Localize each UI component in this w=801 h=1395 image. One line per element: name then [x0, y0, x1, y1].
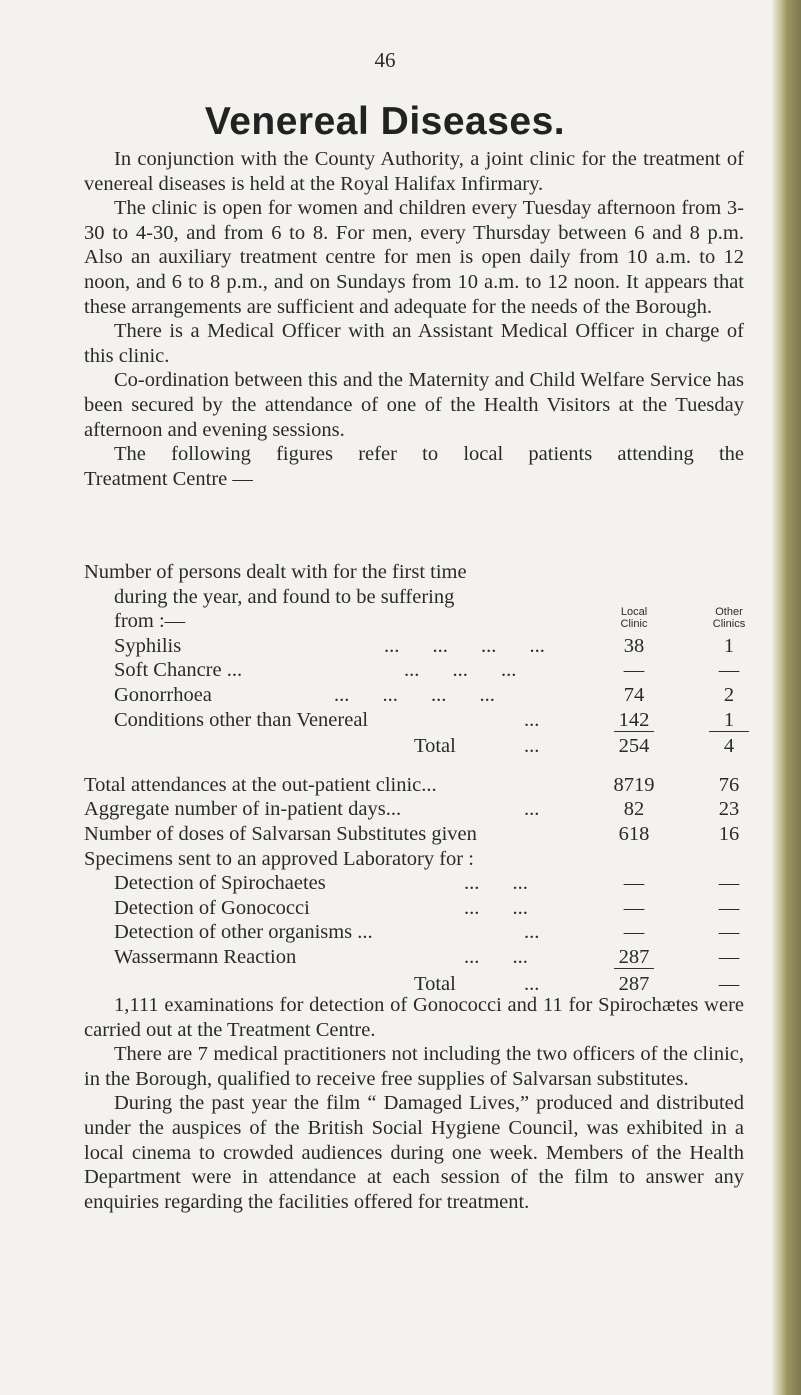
- col-header-other: [699, 606, 759, 630]
- row-label: Total attendances at the out-patient clinic...: [84, 773, 437, 796]
- paragraph: There is a Medical Officer with an Assistant Medical Officer in charge of this clinic.: [84, 320, 744, 367]
- other-value: —: [718, 945, 740, 968]
- table-row: [84, 797, 744, 822]
- paragraph: In conjunction with the County Authority, a joint clinic for the treatment of venereal diseases is held at the Royal Halifax Infirmary.: [84, 148, 744, 195]
- page-edge-shadow: [771, 0, 801, 1395]
- leader-dots: ...: [524, 798, 540, 821]
- other-value: —: [718, 659, 740, 682]
- row-label: Aggregate number of in-patient days...: [84, 798, 402, 821]
- col-header-other-line1: Other: [715, 606, 743, 619]
- leader-dots: ... ... ... ...: [384, 634, 545, 657]
- total-label: Total: [414, 972, 456, 995]
- total-label: Total: [414, 735, 456, 758]
- leader-dots: ...: [524, 735, 540, 758]
- table-row: [84, 896, 744, 921]
- row-label: Soft Chancre ...: [114, 659, 243, 682]
- paragraph: Co-ordination between this and the Maternity and Child Welfare Service has been secured by the attendance of one of the Health Visitors at the Tuesday afternoon and evening sessions.: [84, 369, 744, 441]
- other-value: 76: [718, 773, 740, 796]
- col-header-local-line2: Clinic: [620, 618, 648, 631]
- persons-intro-line: from :—: [114, 610, 186, 633]
- col-header-local-line1: Local: [620, 606, 648, 619]
- persons-intro-line: during the year, and found to be suffering: [114, 585, 455, 608]
- table-total-row: [84, 734, 744, 759]
- row-label: Syphilis: [114, 634, 182, 657]
- page-number: 46: [374, 48, 396, 72]
- underline-rule: [709, 731, 749, 732]
- underline-rule: [614, 731, 654, 732]
- table-row: [84, 658, 744, 683]
- table-row: [84, 920, 744, 945]
- underline-rule: [614, 968, 654, 969]
- intro-line: The following figures refer to local patients attending the: [114, 443, 744, 466]
- paragraph: The clinic is open for women and children every Tuesday afternoon from 3-30 to 4-30, and from 6 to 8. For men, every Thursday between 6 and 8 p.m. Also an auxiliary treatment centre for men is open daily from 10 a.m. to 12 noon, and 6 to 8 p.m., and on Sundays from 10 a.m. to 12 noon. It appears that these arrangements are sufficient and adequate for the needs of the Borough.: [84, 197, 744, 318]
- leader-dots: ...: [524, 708, 540, 731]
- other-value: 1: [723, 708, 735, 731]
- local-total: 287: [618, 972, 650, 995]
- leader-dots: ... ...: [464, 896, 528, 919]
- table-row: [84, 822, 744, 847]
- leader-dots: ...: [524, 921, 540, 944]
- body-text-top: [84, 147, 744, 491]
- local-value: 618: [618, 822, 650, 845]
- local-value: 82: [623, 798, 645, 821]
- other-value: 23: [718, 798, 740, 821]
- row-label: Wassermann Reaction: [114, 945, 297, 968]
- leader-dots: ... ...: [464, 945, 528, 968]
- local-value: —: [623, 896, 645, 919]
- local-total: 254: [618, 735, 650, 758]
- col-header-other-line2: Clinics: [712, 618, 746, 631]
- local-value: —: [623, 872, 645, 895]
- intro-line: Treatment Centre —: [84, 467, 253, 490]
- other-total: 4: [723, 735, 735, 758]
- local-value: 142: [618, 708, 650, 731]
- table-row: [84, 708, 744, 733]
- col-header-local: [604, 606, 664, 630]
- specimens-label: Specimens sent to an approved Laboratory for :: [84, 847, 474, 870]
- leader-dots: ... ... ...: [404, 659, 517, 682]
- local-value: —: [623, 659, 645, 682]
- row-label: Detection of other organisms ...: [114, 921, 373, 944]
- other-value: —: [718, 921, 740, 944]
- other-value: —: [718, 896, 740, 919]
- local-value: 38: [623, 634, 645, 657]
- local-value: 287: [618, 945, 650, 968]
- leader-dots: ... ...: [464, 872, 528, 895]
- local-value: —: [623, 921, 645, 944]
- leader-dots: ...: [524, 972, 540, 995]
- row-label: Detection of Gonococci: [114, 896, 310, 919]
- row-label: Detection of Spirochaetes: [114, 872, 326, 895]
- page-title: Venereal Diseases.: [204, 100, 566, 143]
- table-row: [84, 773, 744, 798]
- local-value: 74: [623, 683, 645, 706]
- paragraph: 1,111 examinations for detection of Gonococci and 11 for Spirochætes were carried out at the Treatment Centre.: [84, 994, 744, 1041]
- row-label: Conditions other than Venereal: [114, 708, 369, 731]
- other-value: 2: [723, 683, 735, 706]
- table-row: [84, 945, 744, 970]
- paragraph: During the past year the film “ Damaged Lives,” produced and distributed under the auspices of the British Social Hygiene Council, was exhibited in a local cinema to crowded audiences during one week. Members of the Health Department were in attendance at each session of the film to answer any enquiries regarding the facilities offered for treatment.: [84, 1092, 744, 1213]
- statistics-table: [84, 560, 744, 996]
- other-value: 1: [723, 634, 735, 657]
- table-row: [84, 871, 744, 896]
- local-value: 8719: [613, 773, 655, 796]
- paragraph: There are 7 medical practitioners not including the two officers of the clinic, in the Borough, qualified to receive free supplies of Salvarsan substitutes.: [84, 1043, 744, 1090]
- body-text-bottom: [84, 993, 744, 1214]
- row-label: Gonorrhoea: [114, 683, 212, 706]
- other-value: —: [718, 872, 740, 895]
- persons-intro-line: Number of persons dealt with for the first time: [84, 561, 467, 583]
- leader-dots: ... ... ... ...: [334, 683, 495, 706]
- row-label: Number of doses of Salvarsan Substitutes given: [84, 822, 477, 845]
- other-value: 16: [718, 822, 740, 845]
- table-row: [84, 634, 744, 659]
- other-total: —: [718, 972, 740, 995]
- table-row: [84, 683, 744, 708]
